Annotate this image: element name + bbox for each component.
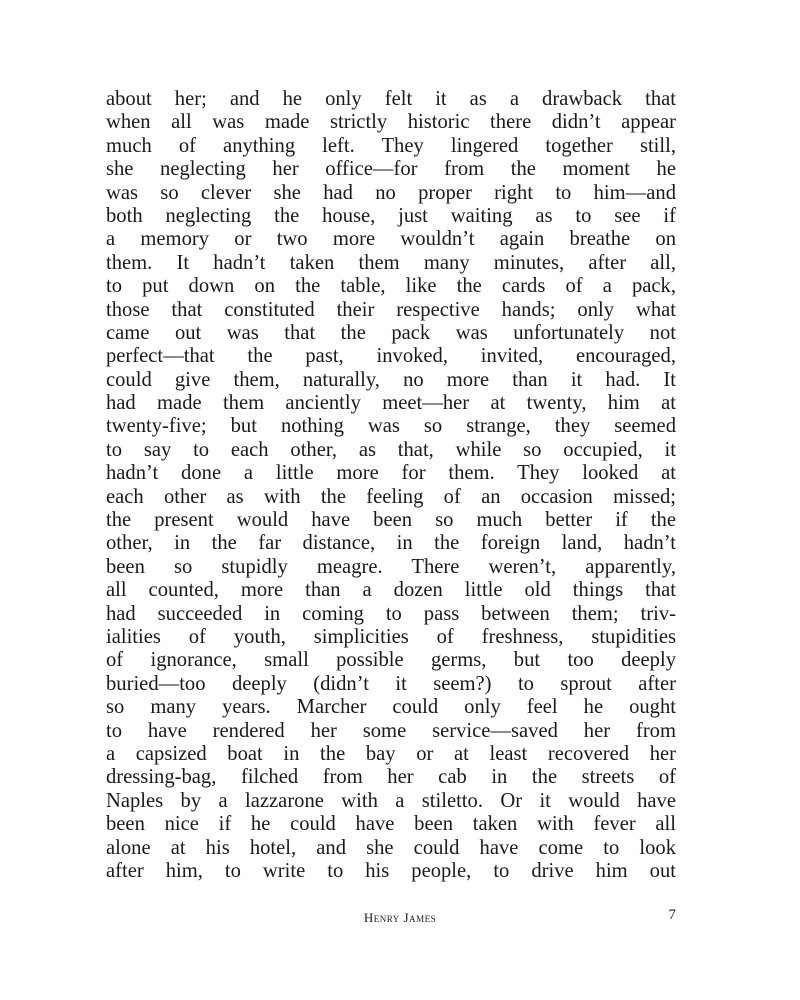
body-text [106,88,676,883]
text-line: the present would have been so much better if the [106,509,676,532]
text-line: those that constituted their respective hands; only what [106,298,676,321]
text-line: alone at his hotel, and she could have come to look [106,836,676,859]
text-line: twenty-five; but nothing was so strange, they seemed [106,415,676,438]
text-line: after him, to write to his people, to drive him out [106,859,676,882]
text-line: much of anything left. They lingered together still, [106,134,676,157]
text-line: both neglecting the house, just waiting as to see if [106,204,676,227]
text-line: to put down on the table, like the cards of a pack, [106,275,676,298]
text-line: other, in the far distance, in the foreign land, hadn’t [106,532,676,555]
text-line: she neglecting her office—for from the moment he [106,158,676,181]
text-line: to have rendered her some service—saved her from [106,719,676,742]
text-line: Naples by a lazzarone with a stiletto. Or it would have [106,789,676,812]
text-line: buried—too deeply (didn’t it seem?) to sprout after [106,672,676,695]
text-line: had succeeded in coming to pass between them; triv- [106,602,676,625]
text-line: perfect—that the past, invoked, invited, encouraged, [106,345,676,368]
text-line: all counted, more than a dozen little old things that [106,579,676,602]
text-line: had made them anciently meet—her at twenty, him at [106,392,676,415]
text-line: been nice if he could have been taken with fever all [106,813,676,836]
text-line: them. It hadn’t taken them many minutes, after all, [106,251,676,274]
text-line: dressing-bag, filched from her cab in the streets of [106,766,676,789]
text-line: was so clever she had no proper right to him—and [106,181,676,204]
text-line: could give them, naturally, no more than it had. It [106,368,676,391]
text-line: when all was made strictly historic there didn’t appear [106,111,676,134]
text-line: each other as with the feeling of an occasion missed; [106,485,676,508]
running-footer-author: Henry James [363,910,437,925]
text-line: about her; and he only felt it as a drawback that [106,88,676,110]
page-number: 7 [668,907,676,923]
text-line: of ignorance, small possible germs, but too deeply [106,649,676,672]
text-line: hadn’t done a little more for them. They looked at [106,462,676,485]
text-line: been so stupidly meagre. There weren’t, apparently, [106,555,676,578]
text-line: came out was that the pack was unfortunately not [106,321,676,344]
text-line: a memory or two more wouldn’t again breathe on [106,228,676,251]
text-line: to say to each other, as that, while so occupied, it [106,438,676,461]
text-line: ialities of youth, simplicities of freshness, stupidities [106,625,676,648]
text-line: a capsized boat in the bay or at least recovered her [106,742,676,765]
text-line: so many years. Marcher could only feel he ought [106,696,676,719]
